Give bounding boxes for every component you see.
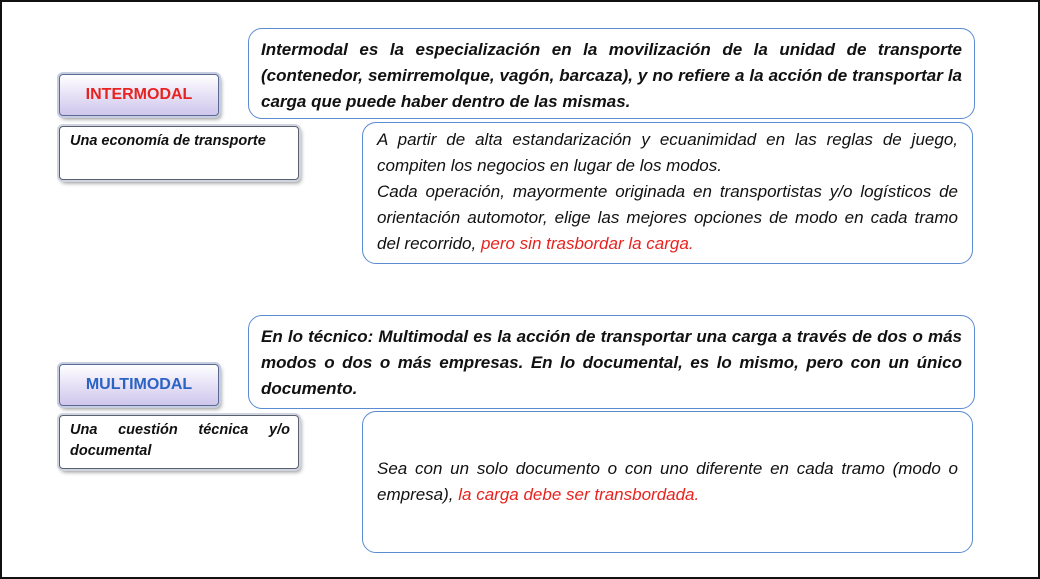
multimodal-definition-box	[248, 315, 975, 409]
multimodal-definition-text: En lo técnico: Multimodal es la acción de transportar una carga a través de dos o más modos o dos o más empresas. En lo documental, es lo mismo, pero con un único documento.	[261, 327, 962, 398]
intermodal-subtitle-box	[59, 126, 299, 180]
multimodal-description-highlight: la carga debe ser transbordada.	[458, 485, 700, 504]
multimodal-description-text: Sea con un solo documento o con uno diferente en cada tramo (modo o empresa),	[377, 459, 958, 504]
multimodal-label-text: MULTIMODAL	[85, 376, 193, 393]
multimodal-subtitle-text: Una cuestión técnica y/o documental	[70, 422, 290, 459]
multimodal-description-paragraph	[377, 456, 958, 508]
intermodal-description-p1: A partir de alta estandarización y ecuanimidad en las reglas de juego, compiten los negocios en lugar de los modos.	[377, 130, 958, 175]
intermodal-label	[59, 74, 219, 116]
intermodal-description-p2-text: Cada operación, mayormente originada en transportistas y/o logísticos de orientación automotor, elige las mejores opciones de modo en cada tramo del recorrido,	[377, 182, 958, 253]
intermodal-definition-box	[248, 28, 975, 119]
intermodal-description-box	[362, 122, 973, 264]
intermodal-label-text: INTERMODAL	[85, 86, 193, 103]
intermodal-definition-text: Intermodal es la especialización en la movilización de la unidad de transporte (contenedor, semirremolque, vagón, barcaza), y no refiere a la acción de transportar la carga que puede haber dentro de las mismas.	[261, 40, 962, 111]
intermodal-description-highlight: pero sin trasbordar la carga.	[480, 234, 694, 253]
multimodal-label	[59, 364, 219, 406]
multimodal-description-box	[362, 411, 973, 553]
intermodal-subtitle-text: Una economía de transporte	[70, 133, 266, 149]
intermodal-description-p2	[377, 179, 958, 257]
multimodal-subtitle-box	[59, 415, 299, 469]
